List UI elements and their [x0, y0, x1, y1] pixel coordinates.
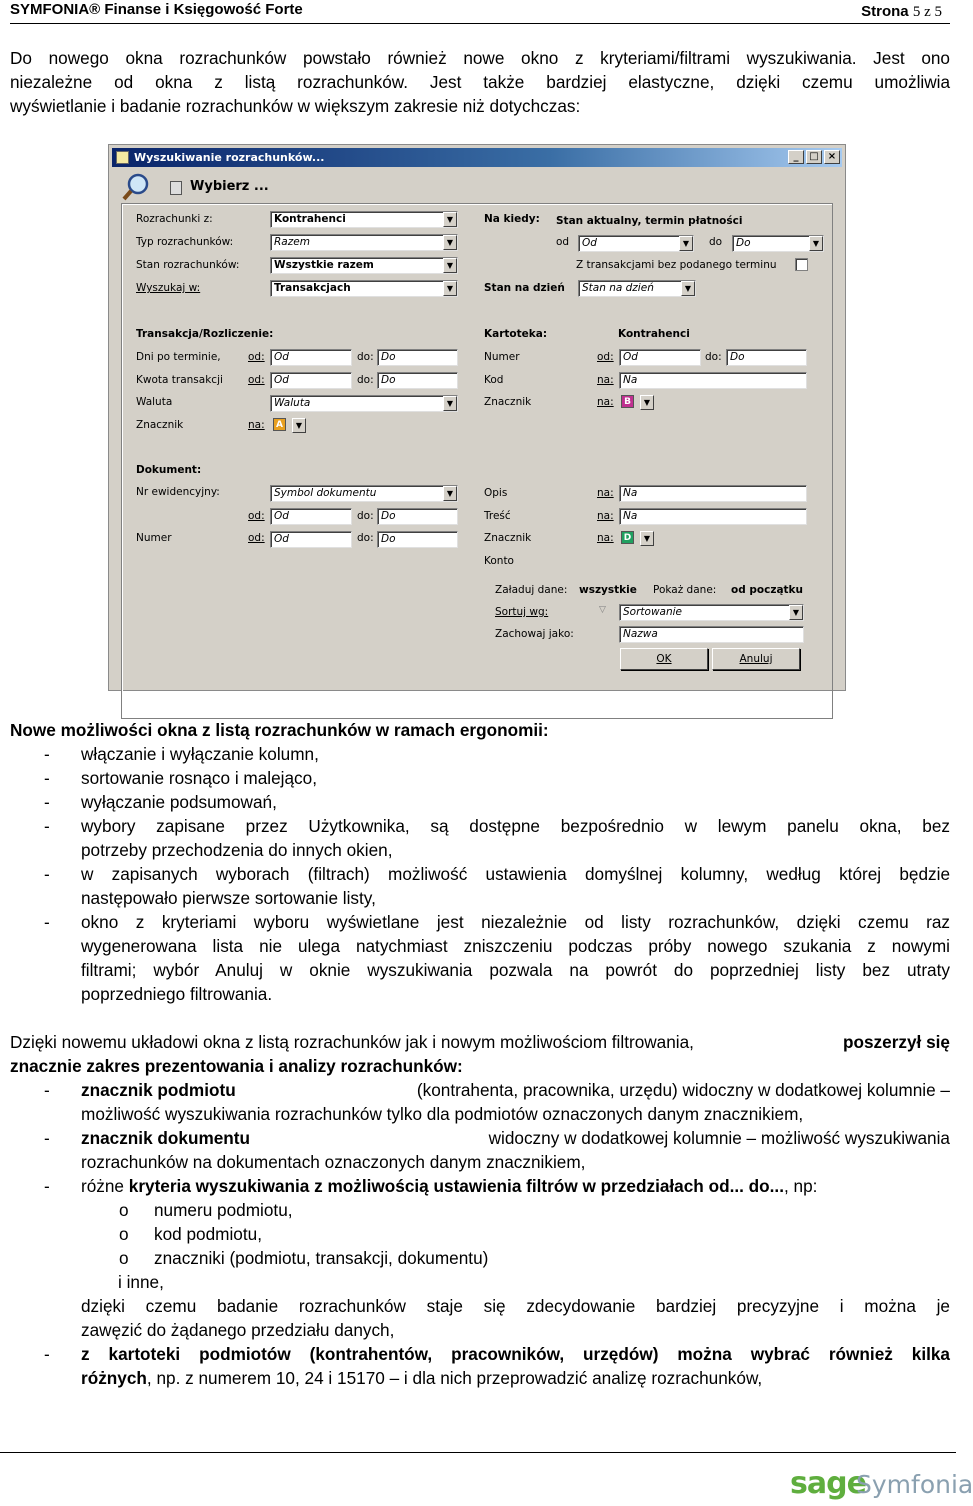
do-label: do: — [357, 510, 374, 522]
bullet-circle: o — [119, 1224, 129, 1244]
na-label: na: — [248, 419, 265, 431]
item-text: , np. z numerem 10, 24 i 15170 – i dla nich przeprowadzić analizę rozrachunków, — [146, 1368, 763, 1388]
intro-text: Dzięki nowemu układowi okna z listą rozrachunków jak i nowym możliwościom filtrowania, — [10, 1032, 694, 1052]
list-item: włączanie i wyłączanie kolumn, — [81, 744, 319, 764]
od-label: od — [556, 236, 570, 248]
ok-label: OK — [656, 653, 672, 665]
numer-do-field[interactable]: Do — [377, 531, 458, 548]
na-label: na: — [597, 374, 614, 386]
list-item — [81, 1078, 950, 1102]
chevron-down-icon[interactable]: ▼ — [679, 236, 693, 251]
item-text: (kontrahenta, pracownika, urzędu) widoczny w dodatkowej kolumnie – — [416, 1080, 950, 1100]
na-kiedy-label: Na kiedy: — [484, 213, 540, 225]
section-analiza: Dzięki nowemu układowi okna z listą rozrachunków jak i nowym możliwościom filtrowania, poszerzył się znacznie zakres prezentowania i analizy rozrachunków: - znacznik podmiotu (kontrahenta, pracownika, urzędu) widoczny w dodatkowej kolumnie – możliwość wyszukiwania rozrachunków tylko dla podmiotów oznaczonych danym znacznikiem, - znacznik dokumentu widoczny w dodatkowej kolumnie – możliwość wyszukiwania rozrachunków na dokumentach oznaczonych danym znacznikiem, - różne kryteria wyszukiwania z możliwością ustawienia filtrów w przedziałach od... do..., np: o numeru podmiotu, o kod podmiotu, o znaczniki (podmiotu, transakcji, dokumentu) i inne, dzięki czemu badanie rozrachunków staje się zdecydowanie bardziej precyzyjne i można je zawęzić do żądanego przedziału danych, - z kartoteki podmiotów (kontrahentów, pracowników, urzędów) można wybrać również kilka różnych, np. z numerem 10, 24 i 15170 – i dla nich przeprowadzić analizę rozrachunków, — [10, 1032, 950, 1388]
list-item: sortowanie rosnąco i malejąco, — [81, 768, 317, 788]
list-item — [81, 1174, 950, 1198]
item-text: , np: — [784, 1176, 818, 1196]
numer-label: Numer — [484, 351, 520, 363]
wyszukaj-label: Wyszukaj w: — [136, 282, 201, 294]
list-item-bold: z kartoteki podmiotów (kontrahentów, pracowników, urzędów) można wybrać również kilka — [81, 1344, 950, 1364]
dni-label: Dni po terminie, — [136, 351, 221, 363]
kartoteka-znacznik-label: Znacznik — [484, 396, 532, 408]
maximize-icon[interactable]: □ — [806, 150, 822, 164]
sub-item-tail: i inne, — [118, 1272, 164, 1292]
chevron-down-icon[interactable]: ▼ — [443, 258, 457, 273]
od-label: od: — [248, 374, 265, 386]
item-text: różne — [81, 1176, 124, 1196]
do-label: do: — [357, 374, 374, 386]
do-label: do: — [357, 532, 374, 544]
kod-field[interactable]: Na — [619, 372, 807, 389]
zaladuj-label: Załaduj dane: — [495, 584, 568, 596]
na-kiedy-value[interactable]: Stan aktualny, termin płatności — [556, 215, 743, 227]
intro-paragraph — [10, 46, 950, 118]
list-item-cont: zawęzić do żądanego przedziału danych, — [81, 1320, 395, 1340]
page-number — [861, 3, 942, 21]
numer-od-field[interactable]: Od — [270, 531, 352, 548]
od-label: od: — [597, 351, 614, 363]
page-count: 5 z 5 — [912, 4, 942, 20]
chevron-down-icon[interactable]: ▼ — [443, 281, 457, 296]
do-label: do: — [357, 351, 374, 363]
dokument-heading: Dokument: — [136, 464, 202, 476]
opis-label: Opis — [484, 487, 508, 499]
dni-od-field[interactable]: Od — [270, 349, 352, 366]
kwota-od-field[interactable]: Od — [270, 372, 352, 389]
sub-item: numeru podmiotu, — [154, 1200, 293, 1220]
stan-label: Stan rozrachunków: — [136, 259, 240, 271]
waluta-label: Waluta — [136, 396, 173, 408]
dialog-title: Wyszukiwanie rozrachunków... — [134, 151, 325, 164]
chevron-down-icon[interactable]: ▼ — [681, 281, 695, 296]
transakcja-heading: Transakcja/Rozliczenie: — [136, 328, 274, 340]
numer-label: Numer — [136, 532, 172, 544]
close-icon[interactable]: × — [824, 150, 840, 164]
bold-text: znacznik podmiotu — [81, 1080, 236, 1100]
zachowaj-label: Zachowaj jako: — [495, 628, 574, 640]
od-label: od: — [248, 532, 265, 544]
typ-label: Typ rozrachunków: — [136, 236, 234, 248]
search-icon[interactable] — [122, 172, 154, 202]
chevron-down-icon[interactable]: ▼ — [443, 486, 457, 501]
znacznik-b-icon[interactable]: B — [621, 395, 634, 408]
nr-ewid-select[interactable]: Symbol dokumentu — [270, 485, 458, 502]
item-text: widoczny w dodatkowej kolumnie – możliwość wyszukiwania — [488, 1128, 950, 1148]
do-label: do: — [705, 351, 722, 363]
calculator-icon[interactable] — [170, 181, 182, 195]
intro-line: wyświetlanie i badanie rozrachunków w większym zakresie niż dotychczas: — [10, 96, 581, 116]
intro-bold-cont: znacznie zakres prezentowania i analizy rozrachunków: — [10, 1056, 463, 1076]
konto-label: Konto — [484, 555, 514, 567]
chevron-down-icon[interactable]: ▼ — [292, 418, 306, 433]
kartoteka-heading: Kartoteka: — [484, 328, 548, 340]
window-icon — [116, 151, 129, 164]
stan-na-dzien-label: Stan na dzień — [484, 282, 565, 294]
logo-symfonia: Symfonia — [856, 1470, 973, 1499]
page-word: Strona — [861, 3, 909, 20]
na-label: na: — [597, 510, 614, 522]
od-date-field[interactable]: Od — [578, 235, 694, 252]
dni-do-field[interactable]: Do — [377, 349, 458, 366]
kod-label: Kod — [484, 374, 504, 386]
list-item-cont: potrzeby przechodzenia do innych okien, — [81, 840, 393, 860]
sub-item: kod podmiotu, — [154, 1224, 262, 1244]
anuluj-button[interactable] — [712, 648, 800, 670]
znacznik-d-icon[interactable]: D — [621, 531, 634, 544]
intro-line: Do nowego okna rozrachunków powstało również nowe okno z kryteriami/filtrami wyszukiwania. Jest ono — [10, 48, 950, 68]
bullet-circle: o — [119, 1248, 129, 1268]
do-date-field[interactable]: Do — [732, 235, 824, 252]
typ-select[interactable]: Razem — [270, 234, 458, 251]
page-header — [10, 0, 950, 24]
minimize-icon[interactable]: _ — [788, 150, 804, 164]
list-item: okno z kryteriami wyboru wyświetlane jest niezależnie od listy rozrachunków, dzięki czemu raz — [81, 912, 950, 932]
search-dialog-screenshot — [108, 144, 846, 691]
numer-do-field[interactable]: Do — [726, 349, 807, 366]
pokaz-value[interactable]: od początku — [731, 584, 804, 596]
list-item-cont: następowało pierwsze sortowanie listy, — [81, 888, 376, 908]
chevron-down-icon[interactable]: ▼ — [640, 531, 654, 546]
dialog-titlebar — [112, 148, 842, 167]
list-item-cont: poprzedniego filtrowania. — [81, 984, 273, 1004]
list-item — [81, 1126, 950, 1150]
na-label: na: — [597, 396, 614, 408]
chevron-down-icon[interactable]: ▼ — [640, 395, 654, 410]
wybierz-label[interactable]: Wybierz ... — [190, 179, 269, 194]
zaladuj-value[interactable]: wszystkie — [579, 584, 637, 596]
sortuj-select[interactable]: Sortowanie — [619, 604, 804, 621]
numer-od-field[interactable]: Od — [619, 349, 701, 366]
bold-text: znacznik dokumentu — [81, 1128, 251, 1148]
chevron-down-icon[interactable]: ▼ — [443, 396, 457, 411]
bez-terminu-label: Z transakcjami bez podanego terminu — [576, 259, 777, 271]
list-item-cont: możliwość wyszukiwania rozrachunków tylko dla podmiotów oznaczonych danym znacznikiem, — [81, 1104, 804, 1124]
chevron-down-icon[interactable]: ▼ — [443, 235, 457, 250]
od-label: od: — [248, 351, 265, 363]
na-label: na: — [597, 487, 614, 499]
bez-terminu-checkbox[interactable] — [795, 258, 808, 271]
logo-sage: sage — [790, 1466, 866, 1501]
list-item: wybory zapisane przez Użytkownika, są dostępne bezpośrednio w lewym panelu okna, bez — [81, 816, 950, 836]
opis-field[interactable]: Na — [619, 485, 807, 502]
chevron-down-icon[interactable]: ▼ — [809, 236, 823, 251]
list-item-cont — [81, 1366, 950, 1390]
list-item: wyłączanie podsumowań, — [81, 792, 277, 812]
chevron-down-icon[interactable]: ▼ — [443, 212, 457, 227]
list-item-cont: filtrami; wybór Anuluj w oknie wyszukiwania pozwala na powrót do poprzedniej listy bez utraty — [81, 960, 950, 980]
dialog-toolbar — [112, 169, 842, 205]
list-item: w zapisanych wyborach (filtrach) możliwość ustawienia domyślnej kolumny, według której będzie — [81, 864, 950, 884]
sub-item: znaczniki (podmiotu, transakcji, dokumentu) — [154, 1248, 489, 1268]
list-item-cont: wygenerowana lista nie ulega natychmiast zniszczeniu podczas próby nowego szukania z nowymi — [81, 936, 950, 956]
bold-text: kryteria wyszukiwania z możliwością ustawienia filtrów w przedziałach od... do... — [128, 1176, 784, 1196]
bold-text: różnych — [81, 1368, 147, 1388]
sortuj-label: Sortuj wg: — [495, 606, 549, 618]
nr-do-field[interactable]: Do — [377, 508, 458, 525]
nr-ewid-label: Nr ewidencyjny: — [136, 486, 220, 498]
list-item-cont: dzięki czemu badanie rozrachunków staje się zdecydowanie bardziej precyzyjne i można je — [81, 1296, 950, 1316]
do-label: do — [709, 236, 723, 248]
document-title: SYMFONIA® Finanse i Księgowość Forte — [10, 1, 303, 18]
sage-symfonia-logo — [790, 1466, 973, 1501]
list-item-cont: rozrachunków na dokumentach oznaczonych danym znacznikiem, — [81, 1152, 586, 1172]
waluta-select[interactable]: Waluta — [270, 395, 458, 412]
chevron-down-icon[interactable]: ▼ — [789, 605, 803, 620]
anuluj-label: Anuluj — [739, 653, 773, 665]
pokaz-label: Pokaż dane: — [653, 584, 717, 596]
zachowaj-field[interactable]: Nazwa — [619, 626, 804, 643]
znacznik-label: Znacznik — [136, 419, 184, 431]
znacznik-a-icon[interactable]: A — [273, 418, 286, 431]
od-label: od: — [248, 510, 265, 522]
stan-na-dzien-field[interactable]: Stan na dzień — [578, 280, 696, 297]
intro-bold: poszerzył się — [843, 1032, 950, 1052]
intro-line — [10, 1030, 950, 1054]
intro-line: niezależne od okna z listą rozrachunków. Jest także bardziej elastyczne, dzięki czemu umożliwia — [10, 72, 950, 92]
na-label: na: — [597, 532, 614, 544]
dokument-znacznik-label: Znacznik — [484, 532, 532, 544]
rozrachunki-select[interactable]: Kontrahenci — [270, 211, 458, 228]
kartoteka-value[interactable]: Kontrahenci — [618, 328, 690, 340]
ok-button[interactable] — [620, 648, 708, 670]
kwota-label: Kwota transakcji — [136, 374, 223, 386]
kwota-do-field[interactable]: Do — [377, 372, 458, 389]
sort-direction-icon[interactable]: ▽ — [599, 605, 606, 615]
tresc-field[interactable]: Na — [619, 508, 807, 525]
tresc-label: Treść — [484, 510, 511, 522]
section-heading: Nowe możliwości okna z listą rozrachunków w ramach ergonomii: — [10, 720, 549, 740]
nr-od-field[interactable]: Od — [270, 508, 352, 525]
wyszukaj-select[interactable]: Transakcjach — [270, 280, 458, 297]
section-ergonomia: Nowe możliwości okna z listą rozrachunków w ramach ergonomii: - włączanie i wyłączanie kolumn, - sortowanie rosnąco i malejąco, - wyłączanie podsumowań, - wybory zapisane przez Użytkownika, są dostępne bezpośrednio w lewym panelu okna, bez potrzeby przechodzenia do innych okien, - w zapisanych wyborach (filtrach) możliwość ustawienia domyślnej kolumny, według której będzie następowało pierwsze sortowanie listy, - okno z kryteriami wyboru wyświetlane jest niezależnie od listy rozrachunków, dzięki czemu raz wygenerowana lista nie ulega natychmiast zniszczeniu podczas próby nowego szukania z nowymi filtrami; wybór Anuluj w oknie wyszukiwania pozwala na powrót do poprzedniej listy bez utraty poprzedniego filtrowania. — [10, 720, 950, 1004]
rozrachunki-label: Rozrachunki z: — [136, 213, 213, 225]
stan-select[interactable]: Wszystkie razem — [270, 257, 458, 274]
bullet-circle: o — [119, 1200, 129, 1220]
footer-divider — [0, 1452, 956, 1453]
